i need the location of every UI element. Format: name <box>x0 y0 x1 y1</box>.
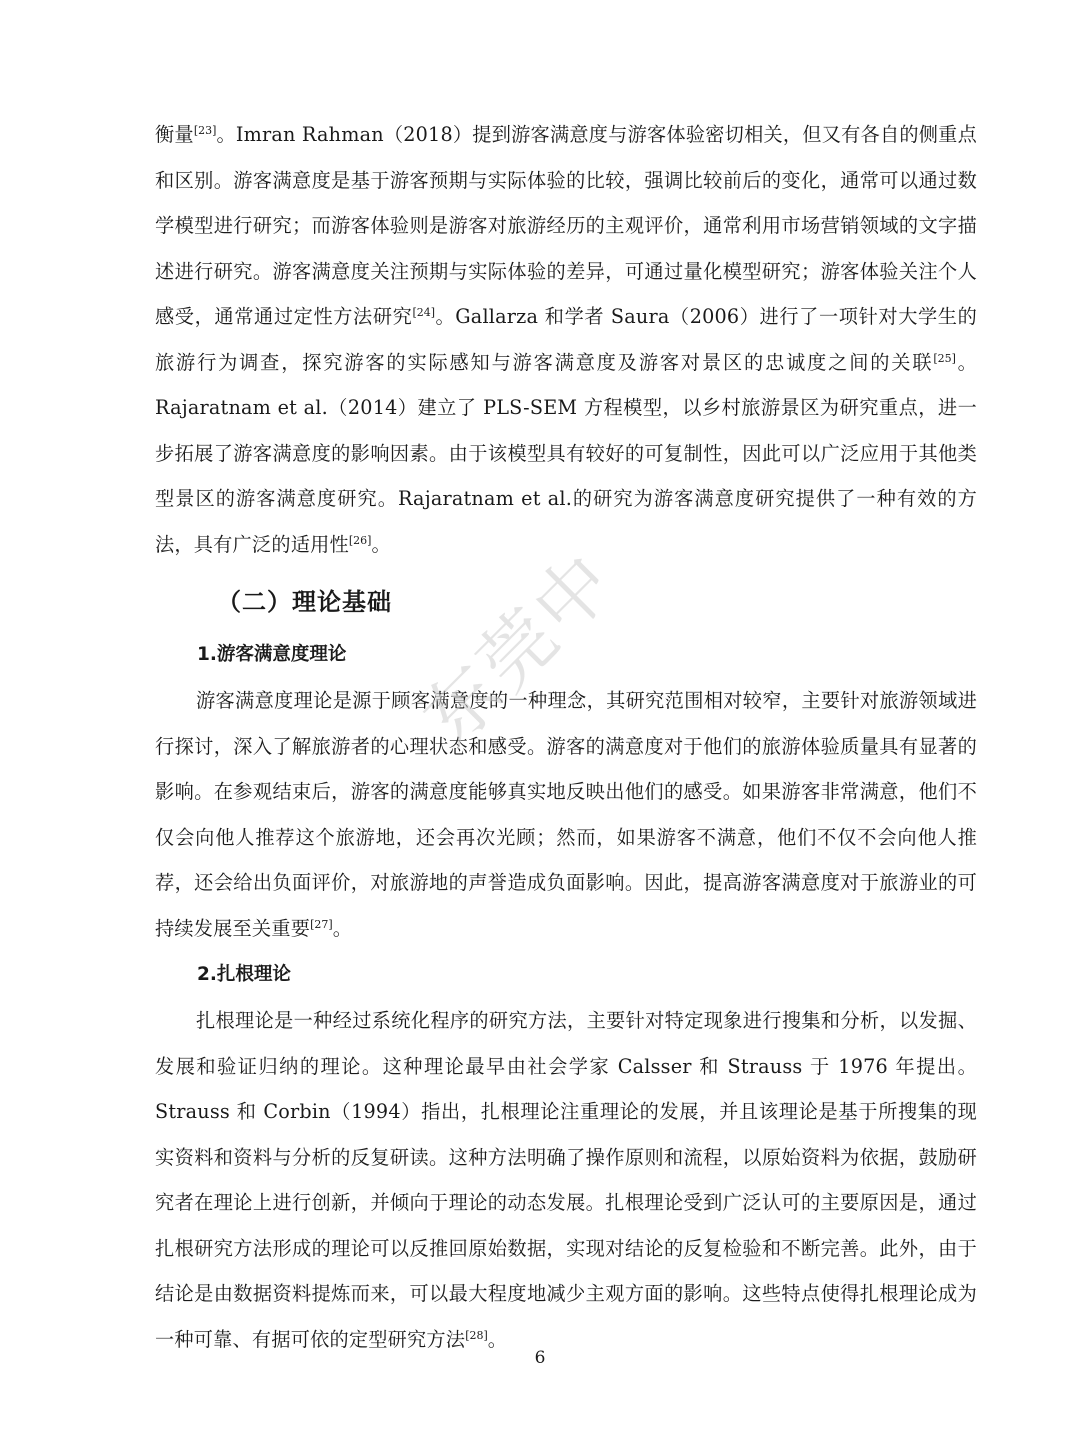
watermark: 东莞中 <box>406 535 633 763</box>
text-segment: 。Rajaratnam et al.（2014）建立了 PLS-SEM 方程模型，以乡村旅游景区为研究重点，进一步拓展了游客满意度的影响因素。由于该模型具有较好的可复制性，因此可以广泛应用于其他类型景区的游客满意度研究。Rajaratnam et al.的研究为游客满意度研究提供了一种有效的方法，具有广泛的适用性 <box>155 350 977 556</box>
paragraph-grounded-theory <box>155 998 977 1362</box>
text-segment: 衡量 <box>155 123 194 146</box>
citation-ref: [28] <box>465 1328 488 1342</box>
text-segment: 。Imran Rahman（2018）提到游客满意度与游客体验密切相关，但又有各自的侧重点和区别。游客满意度是基于游客预期与实际体验的比较，强调比较前后的变化，通常可以通过数学模型进行研究；而游客体验则是游客对旅游经历的主观评价，通常利用市场营销领域的文字描述进行研究。游客满意度关注预期与实际体验的差异，可通过量化模型研究；游客体验关注个人感受，通常通过定性方法研究 <box>155 123 977 328</box>
paragraph-literature-review <box>155 112 977 567</box>
citation-ref: [26] <box>348 533 372 547</box>
text-segment: 扎根理论是一种经过系统化程序的研究方法，主要针对特定现象进行搜集和分析，以发掘、发展和验证归纳的理论。这种理论最早由社会学家 Calsser 和 Strauss 于 1976 年提出。Strauss 和 Corbin（1994）指出，扎根理论注重理论的发展，并且该理论是基于所搜集的现实资料和资料与分析的反复研读。这种方法明确了操作原则和流程，以原始资料为依据，鼓励研究者在理论上进行创新，并倾向于理论的动态发展。扎根理论受到广泛认可的主要原因是，通过扎根研究方法形成的理论可以反推回原始数据，实现对结论的反复检验和不断完善。此外，由于结论是由数据资料提炼而来，可以最大程度地减少主观方面的影响。这些特点使得扎根理论成为一种可靠、有据可依的定型研究方法 <box>155 1009 977 1351</box>
text-segment: 游客满意度理论是源于顾客满意度的一种理念，其研究范围相对较窄，主要针对旅游领域进行探讨，深入了解旅游者的心理状态和感受。游客的满意度对于他们的旅游体验质量具有显著的影响。在参观结束后，游客的满意度能够真实地反映出他们的感受。如果游客非常满意，他们不仅会向他人推荐这个旅游地，还会再次光顾；然而，如果游客不满意，他们不仅不会向他人推荐，还会给出负面评价，对旅游地的声誉造成负面影响。因此，提高游客满意度对于旅游业的可持续发展至关重要 <box>155 689 977 940</box>
text-segment: 。 <box>487 1327 508 1351</box>
subsection-heading-grounded-theory: 2.扎根理论 <box>197 964 291 985</box>
text-segment: 。Gallarza 和学者 Saura（2006）进行了一项针对大学生的旅游行为调查，探究游客的实际感知与游客满意度及游客对景区的忠诚度之间的关联 <box>155 305 977 374</box>
subsection-heading-satisfaction-theory: 1.游客满意度理论 <box>197 644 347 665</box>
section-heading: （二）理论基础 <box>217 588 392 616</box>
text-segment: 。 <box>371 532 391 556</box>
citation-ref: [27] <box>310 917 333 931</box>
citation-ref: [23] <box>193 124 217 137</box>
text-segment: 。 <box>332 916 353 940</box>
paragraph-satisfaction-theory <box>155 678 977 951</box>
page-number: 6 <box>534 1348 546 1368</box>
citation-ref: [24] <box>412 306 436 319</box>
page-content <box>155 112 977 1362</box>
citation-ref: [25] <box>933 351 956 365</box>
